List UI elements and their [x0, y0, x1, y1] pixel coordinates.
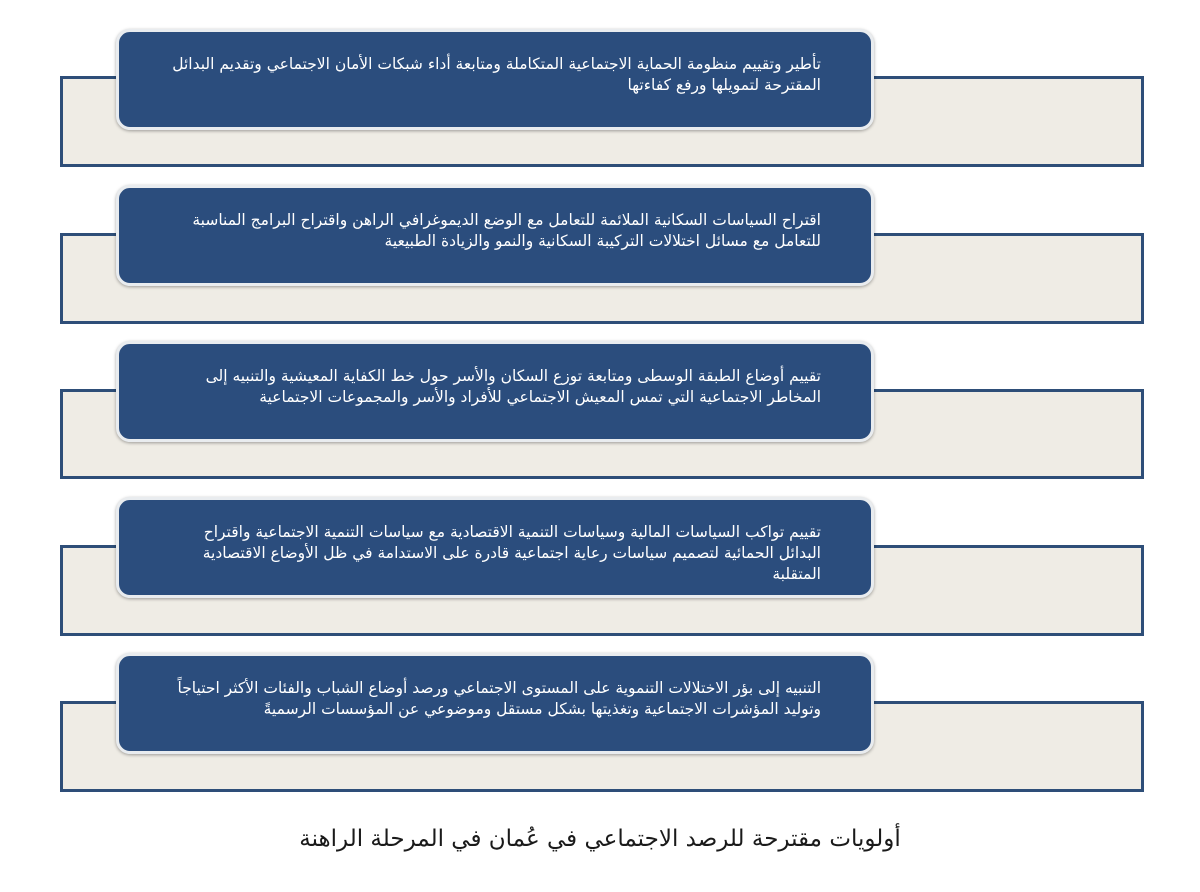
- item-text: التنبيه إلى بؤر الاختلالات التنموية على المستوى الاجتماعي ورصد أوضاع الشباب والفئات الأكثر احتياجاً وتوليد المؤشرات الاجتماعية وتغذيتها بشكل مستقل وموضوعي عن المؤسسات الرسميةً: [177, 679, 821, 718]
- item-text: تقييم تواكب السياسات المالية وسياسات التنمية الاقتصادية مع سياسات التنمية الاجتماعية واقتراح البدائل الحمائية لتصميم سياسات رعاية اجتماعية قادرة على الاستدامة في ظل الأوضاع الاقتصادية المتقلبة: [202, 523, 821, 583]
- item-text-box: [116, 497, 874, 598]
- item-text-box: [116, 653, 874, 754]
- item-text-box: [116, 29, 874, 130]
- item-text: اقتراح السياسات السكانية الملائمة للتعامل مع الوضع الديموغرافي الراهن واقتراح البرامج المناسبة للتعامل مع مسائل اختلالات التركيبة السكانية والنمو والزيادة الطبيعية: [192, 211, 821, 250]
- item-text-box: [116, 341, 874, 442]
- priority-item-5: [0, 624, 1200, 784]
- priority-item-2: [0, 156, 1200, 316]
- priority-item-1: [0, 0, 1200, 160]
- item-text-box: [116, 185, 874, 286]
- item-text: تأطير وتقييم منظومة الحماية الاجتماعية المتكاملة ومتابعة أداء شبكات الأمان الاجتماعي وتقديم البدائل المقترحة لتمويلها ورفع كفاءتها: [172, 55, 821, 94]
- priority-item-3: [0, 312, 1200, 472]
- priority-item-4: [0, 468, 1200, 628]
- item-text: تقييم أوضاع الطبقة الوسطى ومتابعة توزع السكان والأسر حول خط الكفاية المعيشية والتنبيه إلى المخاطر الاجتماعية التي تمس المعيش الاجتماعي للأفراد والأسر والمجموعات الاجتماعية: [205, 367, 821, 406]
- figure-caption: أولويات مقترحة للرصد الاجتماعي في عُمان في المرحلة الراهنة: [299, 826, 901, 852]
